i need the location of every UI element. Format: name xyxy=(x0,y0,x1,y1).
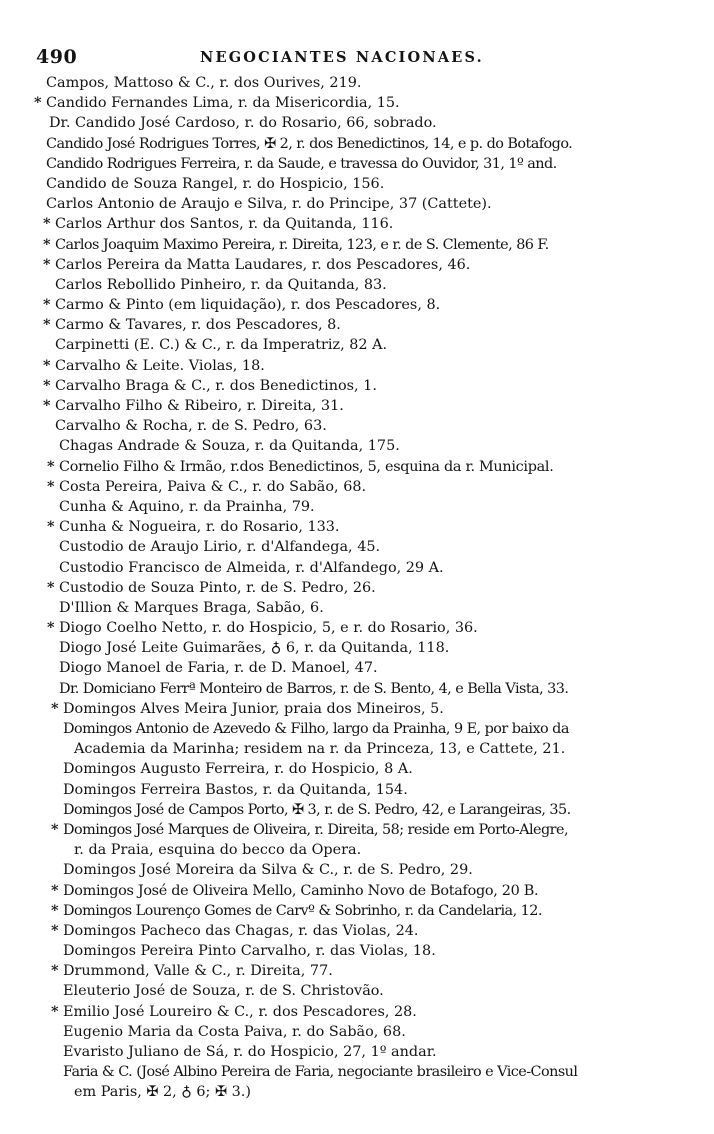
entry-text: Academia da Marinha; residem na r. da Princeza, 13, e Cattete, 21. xyxy=(74,741,566,758)
list-item xyxy=(34,214,684,234)
entry-marker: * xyxy=(47,477,55,495)
list-item xyxy=(34,154,684,174)
list-item xyxy=(34,235,684,255)
entry-marker: * xyxy=(47,578,55,596)
entry-text: Evaristo Juliano de Sá, r. do Hospicio, 27, 1º andar. xyxy=(63,1044,437,1060)
list-item xyxy=(34,1062,684,1082)
list-item xyxy=(34,497,684,517)
entry-text: Dr. Domiciano Ferrª Monteiro de Barros, r. de S. Bento, 4, e Bella Vista, 33. xyxy=(59,680,569,697)
entry-text: Domingos José de Oliveira Mello, Caminho Novo de Botafogo, 20 B. xyxy=(63,882,539,899)
list-item xyxy=(34,598,684,618)
list-item xyxy=(34,658,684,678)
entry-marker: * xyxy=(51,699,59,717)
entry-text: em Paris, ✠ 2, ♁ 6; ✠ 3.) xyxy=(74,1084,251,1101)
list-item xyxy=(34,1022,684,1042)
entry-text: Carmo & Tavares, r. dos Pescadores, 8. xyxy=(55,317,341,334)
list-item xyxy=(34,699,684,719)
entry-text: Carlos Rebollido Pinheiro, r. da Quitanda, 83. xyxy=(55,276,387,293)
list-item xyxy=(34,860,684,880)
list-item xyxy=(34,113,684,133)
entry-text: Carmo & Pinto (em liquidação), r. dos Pescadores, 8. xyxy=(55,297,441,314)
entry-marker: * xyxy=(47,518,55,536)
entry-marker: * xyxy=(43,316,51,334)
page-number: 490 xyxy=(36,46,78,68)
section-title: NEGOCIANTES NACIONAES. xyxy=(200,49,484,66)
entry-text: Emilio José Loureiro & C., r. dos Pescadores, 28. xyxy=(63,1003,417,1020)
entry-text: Domingos Pacheco das Chagas, r. das Violas, 24. xyxy=(63,922,419,939)
entry-marker: * xyxy=(51,881,59,899)
directory-entries xyxy=(34,73,684,1103)
entry-text: Dr. Candido José Cardoso, r. do Rosario, 66, sobrado. xyxy=(49,115,437,132)
entry-marker: * xyxy=(51,901,58,919)
list-item xyxy=(34,416,684,436)
list-item xyxy=(34,134,684,154)
entry-text: Diogo Coelho Netto, r. do Hospicio, 5, e r. do Rosario, 36. xyxy=(59,620,478,637)
entry-text: Carvalho Braga & C., r. dos Benedictinos, 1. xyxy=(55,377,377,394)
list-item xyxy=(34,174,684,194)
list-item xyxy=(34,376,684,396)
entry-text: Candido Rodrigues Ferreira, r. da Saude, e travessa do Ouvidor, 31, 1º and. xyxy=(46,155,557,172)
entry-text: Custodio Francisco de Almeida, r. d'Alfandego, 29 A. xyxy=(59,559,444,576)
list-item xyxy=(34,396,684,416)
list-item xyxy=(34,295,684,315)
entry-text: Candido de Souza Rangel, r. do Hospicio, 156. xyxy=(46,175,385,192)
entry-text: Carlos Antonio de Araujo e Silva, r. do Principe, 37 (Cattete). xyxy=(46,196,492,213)
list-item xyxy=(34,840,684,860)
entry-text: Eleuterio José de Souza, r. de S. Christovão. xyxy=(63,983,384,1000)
list-item xyxy=(34,436,684,456)
entry-text: Domingos José de Campos Porto, ✠ 3, r. de S. Pedro, 42, e Larangeiras, 35. xyxy=(63,801,571,818)
entry-text: Candido José Rodrigues Torres, ✠ 2, r. dos Benedictinos, 14, e p. do Botafogo. xyxy=(46,135,573,152)
entry-text: Faria & C. (José Albino Pereira de Faria, negociante brasileiro e Vice-Consul xyxy=(63,1064,578,1081)
entry-text: Carvalho & Rocha, r. de S. Pedro, 63. xyxy=(55,418,327,435)
list-item xyxy=(34,356,684,376)
entry-text: Cornelio Filho & Irmão, r.dos Benedictinos, 5, esquina da r. Municipal. xyxy=(59,458,554,475)
entry-text: Domingos Lourenço Gomes de Carvº & Sobrinho, r. da Candelaria, 12. xyxy=(63,902,542,919)
entry-marker: * xyxy=(51,962,59,980)
entry-text: Campos, Mattoso & C., r. dos Ourives, 219. xyxy=(46,75,362,91)
entry-marker: * xyxy=(43,255,51,273)
list-item xyxy=(34,194,684,214)
entry-text: Eugenio Maria da Costa Paiva, r. do Sabão, 68. xyxy=(63,1023,406,1040)
list-item xyxy=(34,881,684,901)
list-item xyxy=(34,1042,684,1062)
list-item xyxy=(34,638,684,658)
list-item xyxy=(34,901,684,921)
list-item xyxy=(34,537,684,557)
list-item xyxy=(34,477,684,497)
entry-marker: * xyxy=(51,1002,59,1020)
entry-marker: * xyxy=(43,356,51,374)
list-item xyxy=(34,1002,684,1022)
entry-text: Domingos José Moreira da Silva & C., r. de S. Pedro, 29. xyxy=(63,862,473,879)
entry-text: D'Illion & Marques Braga, Sabão, 6. xyxy=(59,599,324,616)
entry-text: Drummond, Valle & C., r. Direita, 77. xyxy=(63,963,333,980)
list-item xyxy=(34,558,684,578)
list-item xyxy=(34,780,684,800)
list-item xyxy=(34,981,684,1001)
entry-text: Carlos Joaquim Maximo Pereira, r. Direita, 123, e r. de S. Clemente, 86 F. xyxy=(55,236,549,253)
entry-text: Cunha & Aquino, r. da Prainha, 79. xyxy=(59,498,315,515)
entry-marker: * xyxy=(43,235,50,253)
list-item xyxy=(34,1082,684,1102)
list-item xyxy=(34,719,684,739)
entry-text: Domingos Pereira Pinto Carvalho, r. das Violas, 18. xyxy=(63,943,436,960)
list-item xyxy=(34,457,684,477)
entry-text: Domingos Augusto Ferreira, r. do Hospicio, 8 A. xyxy=(63,761,413,778)
entry-text: Carlos Arthur dos Santos, r. da Quitanda, 116. xyxy=(55,216,394,233)
entry-text: Domingos Alves Meira Junior, praia dos Mineiros, 5. xyxy=(63,700,444,717)
entry-text: Carlos Pereira da Matta Laudares, r. dos Pescadores, 46. xyxy=(55,256,471,273)
entry-marker: * xyxy=(51,820,58,838)
entry-marker: * xyxy=(51,921,59,939)
entry-marker: * xyxy=(43,376,51,394)
entry-text: Domingos José Marques de Oliveira, r. Direita, 58; reside em Porto-Alegre, xyxy=(63,821,568,838)
list-item xyxy=(34,921,684,941)
list-item xyxy=(34,578,684,598)
entry-text: r. da Praia, esquina do becco da Opera. xyxy=(74,842,362,859)
list-item xyxy=(34,93,684,113)
list-item xyxy=(34,335,684,355)
entry-text: Cunha & Nogueira, r. do Rosario, 133. xyxy=(59,519,340,536)
entry-text: Custodio de Araujo Lirio, r. d'Alfandega, 45. xyxy=(59,539,381,556)
entry-text: Domingos Ferreira Bastos, r. da Quitanda, 154. xyxy=(63,781,408,798)
list-item xyxy=(34,739,684,759)
entry-text: Costa Pereira, Paiva & C., r. do Sabão, 68. xyxy=(59,478,367,495)
list-item xyxy=(34,961,684,981)
list-item xyxy=(34,315,684,335)
entry-marker: * xyxy=(34,94,42,112)
list-item xyxy=(34,275,684,295)
entry-marker: * xyxy=(43,296,51,314)
entry-marker: * xyxy=(43,215,51,233)
list-item xyxy=(34,820,684,840)
entry-text: Diogo Manoel de Faria, r. de D. Manoel, 47. xyxy=(59,660,378,677)
list-item xyxy=(34,759,684,779)
entry-text: Candido Fernandes Lima, r. da Misericordia, 15. xyxy=(46,95,400,112)
entry-text: Carvalho Filho & Ribeiro, r. Direita, 31. xyxy=(55,398,344,414)
entry-marker: * xyxy=(43,397,51,414)
entry-text: Domingos Antonio de Azevedo & Filho, largo da Prainha, 9 E, por baixo da xyxy=(63,721,569,737)
entry-text: Diogo José Leite Guimarães, ♁ 6, r. da Quitanda, 118. xyxy=(59,640,450,657)
list-item xyxy=(34,73,684,93)
list-item xyxy=(34,255,684,275)
entry-marker: * xyxy=(47,619,55,637)
running-head xyxy=(36,46,676,68)
list-item xyxy=(34,679,684,699)
list-item xyxy=(34,941,684,961)
entry-text: Carpinetti (E. C.) & C., r. da Imperatriz, 82 A. xyxy=(55,337,388,354)
entry-text: Chagas Andrade & Souza, r. da Quitanda, 175. xyxy=(59,438,400,455)
entry-marker: * xyxy=(47,457,55,475)
entry-text: Carvalho & Leite. Violas, 18. xyxy=(55,357,265,374)
list-item xyxy=(34,618,684,638)
entry-text: Custodio de Souza Pinto, r. de S. Pedro, 26. xyxy=(59,579,376,596)
list-item xyxy=(34,800,684,820)
list-item xyxy=(34,517,684,537)
